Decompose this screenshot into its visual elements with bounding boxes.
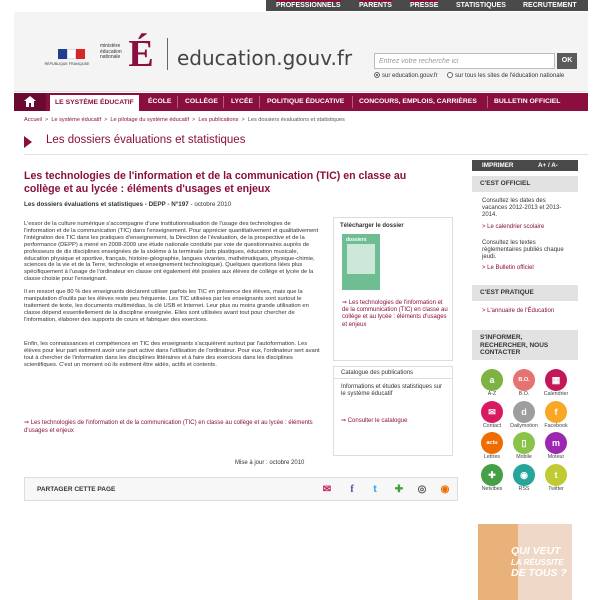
social-icon-label: Contact — [482, 423, 502, 429]
contact-icon[interactable]: ✉ — [481, 401, 503, 423]
site-name[interactable]: education.gouv.fr — [177, 46, 353, 70]
mobile-icon[interactable]: ▯ — [513, 432, 535, 454]
social-icon-label: Moteur — [547, 454, 565, 460]
section-arrow-icon — [24, 136, 32, 148]
topbar-link-professionnels[interactable] — [276, 1, 341, 10]
connect-heading: S'INFORMER, RECHERCHER, NOUS CONTACTER — [472, 330, 578, 360]
topbar-link-label: PRESSE — [410, 2, 439, 9]
topbar-link-statistiques[interactable] — [456, 1, 506, 10]
nav-item-systeme-educatif[interactable]: LE SYSTÈME ÉDUCATIF — [50, 93, 139, 111]
ministry-title: ministère éducation nationale — [100, 43, 122, 60]
cover-title: dossiers — [346, 237, 367, 243]
topbar-link-recrutement[interactable] — [523, 1, 577, 10]
official-heading: C'EST OFFICIEL — [472, 176, 578, 192]
bulletin-officiel-link[interactable] — [482, 265, 534, 271]
social-icon-label: A-Z — [487, 391, 497, 397]
nav-separator — [177, 96, 178, 108]
article-pdf-link-label: Les technologies de l'information et de la communication (TIC) en classe au collège et au lycée : éléments d'usages et enjeux — [24, 420, 313, 434]
cover-illustration — [347, 244, 375, 274]
social-icon-label: Dailymotion — [510, 423, 538, 429]
last-update: Mise à jour : octobre 2010 — [235, 460, 305, 466]
share-bar — [24, 477, 458, 501]
topbar-link-parents[interactable] — [359, 1, 392, 10]
download-heading: Télécharger le dossier — [340, 223, 404, 229]
link-arrow-icon: ⇒ — [342, 300, 349, 306]
catalog-text: Informations et études statistiques sur le système éducatif — [341, 384, 443, 397]
official-text-bo: Consultez les textes réglementaires publiés chaque jeudi. — [482, 240, 564, 260]
nav-separator — [223, 96, 224, 108]
search-ok-button[interactable]: OK — [557, 53, 577, 69]
facebook-icon[interactable]: f — [545, 401, 567, 423]
radio-label: sur education.gouv.fr — [382, 73, 438, 79]
radio-scope-all[interactable] — [447, 72, 564, 80]
font-size-button[interactable]: A+ / A- — [538, 162, 558, 169]
twitter-share-icon[interactable]: t — [373, 484, 377, 495]
calendar-link-label: Le calendrier scolaire — [487, 224, 545, 230]
section-title — [24, 133, 588, 155]
site-header — [14, 12, 588, 92]
download-box — [333, 217, 453, 361]
email-share-icon[interactable]: ✉ — [322, 484, 332, 495]
b-o--icon[interactable]: B.O. — [513, 369, 535, 391]
calendar-link[interactable] — [482, 224, 544, 230]
moteur-icon[interactable]: m — [545, 432, 567, 454]
social-icon-label: Mobile — [516, 454, 532, 460]
catalog-link[interactable] — [341, 417, 407, 424]
nav-item-politique-educative[interactable]: POLITIQUE ÉDUCATIVE — [267, 98, 345, 105]
social-icon-label: B.O. — [518, 391, 530, 397]
catalog-box — [333, 366, 453, 456]
logo-separator — [167, 38, 168, 70]
promo-line-3: DE TOUS ? — [511, 567, 567, 579]
rss-icon[interactable]: ◉ — [513, 464, 535, 486]
netvibes-icon[interactable]: ✚ — [481, 464, 503, 486]
article-date: - octobre 2010 — [188, 201, 232, 208]
article-paragraph-2: Il en ressort que 80 % des enseignants déclarent utiliser parfois les TIC en présence des élèves, mais que la manipulation d'outils par les élèves reste peu fréquente. Les TIC utilisées par les enseignants sont surtout le traitement de texte, les documents multimédias, la clé USB et Internet. Leur plus ou moins grande utilisation en classe dépend essentiellement de la discipline enseignée. Elles sont utilisées avant tout pour chercher de l'information, élaborer des supports de cours et fabriquer des exercices. — [24, 289, 309, 323]
breadcrumb-publications[interactable]: Les publications — [198, 117, 239, 123]
lettres-icon[interactable]: actu — [481, 432, 503, 454]
publication-cover[interactable] — [342, 234, 380, 290]
link-arrow-icon: ⇒ — [24, 420, 31, 426]
nav-item-ecole[interactable]: ÉCOLE — [148, 98, 172, 105]
bulletin-officiel-link-label: Le Bulletin officiel — [487, 265, 534, 271]
radio-unchecked-icon[interactable] — [447, 72, 453, 78]
social-icon-label: RSS — [518, 486, 530, 492]
article-paragraph-3: Enfin, les connaissances et compétences en TIC des enseignants s'acquièrent surtout par l'autoformation. Les élèves pour leur part estiment avoir une part active dans l'utilisation de l'ordinateur. Pour eux, l'ordinateur sert avant tout à chercher de l'information dans les disciplines littéraires et à faire des exercices dans les disciplines scientifiques. C'est un moment où ils estiment être aidés, actifs et contents. — [24, 341, 320, 368]
nav-item-college[interactable]: COLLÈGE — [185, 98, 218, 105]
download-link[interactable] — [342, 300, 450, 329]
home-button[interactable] — [14, 93, 46, 111]
a-z-icon[interactable]: a — [481, 369, 503, 391]
twitter-icon[interactable]: t — [545, 464, 567, 486]
topbar-link-label: RECRUTEMENT — [523, 2, 577, 9]
catalog-heading: Catalogue des publications — [334, 367, 452, 379]
netvibes-share-icon[interactable]: ✚ — [394, 484, 404, 495]
nav-item-lycee[interactable]: LYCÉE — [231, 98, 254, 105]
search-input[interactable]: Entrez votre recherche ici — [374, 53, 555, 69]
section-title-text: Les dossiers évaluations et statistiques — [46, 134, 246, 146]
page-tools — [472, 160, 578, 171]
breadcrumb-pilotage[interactable]: Le pilotage du système éducatif — [110, 117, 190, 123]
radio-checked-icon[interactable] — [374, 72, 380, 78]
rss-share-icon[interactable]: ◉ — [440, 484, 450, 495]
article-source: Les dossiers évaluations et statistiques - DEPP - N°197 — [24, 201, 189, 208]
catalog-link-label: Consulter le catalogue — [347, 418, 408, 424]
republique-francaise-label: RÉPUBLIQUE FRANÇAISE — [44, 62, 90, 66]
calendrier-icon[interactable]: ▦ — [545, 369, 567, 391]
nav-item-bulletin-officiel[interactable]: BULLETIN OFFICIEL — [494, 98, 561, 105]
annuaire-link[interactable] — [482, 308, 554, 314]
social-icon-label: Twitter — [548, 486, 564, 492]
topbar-link-label: PARENTS — [359, 2, 392, 9]
home-icon — [24, 96, 36, 107]
nav-separator — [352, 96, 353, 108]
article-paragraph-1: L'essor de la culture numérique s'accompagne d'une institutionnalisation de l'usage des technologies de l'information et de la communication (TIC) dans l'enseignement. Pour apprécier quantitativement et qualitativement l'intégration des TIC dans les pratiques d'enseignement, la Direction de l'évaluation, de la prospective et de la performance (DEPP) a mené en 2008-2009 une étude nationale conduite par voie de questionnaires auprès de professeurs de dix disciplines enseignées de la sixième à la terminale (arts plastiques, éducation musicale, éducation physique et sportive, français, histoire-géographie, langues vivantes, mathématiques, physique-chimie, sciences de la vie et de la Terre, technologie et enseignement technologique). Quelques questions liées plus spécifiquement à l'usage de l'ordinateur en classe ont également été posées aux élèves de collège et lycée de la classe choisie pour l'enseignant. — [24, 221, 319, 283]
link-arrow-icon: ⇒ — [341, 418, 348, 424]
radio-label: sur tous les sites de l'éducation nationale — [455, 73, 565, 79]
main-navigation — [14, 93, 588, 111]
annuaire-link-label: L'annuaire de l'Éducation — [487, 308, 555, 314]
breadcrumb-current: Les dossiers évaluations et statistiques — [247, 117, 345, 123]
print-button[interactable]: IMPRIMER — [482, 162, 514, 169]
nav-item-concours[interactable]: CONCOURS, EMPLOIS, CARRIÈRES — [359, 98, 477, 105]
topbar-link-label: PROFESSIONNELS — [276, 2, 341, 9]
nav-separator — [259, 96, 260, 108]
article-pdf-link[interactable] — [24, 420, 324, 435]
share-label: PARTAGER CETTE PAGE — [37, 486, 116, 493]
promo-line-2: LA RÉUSSITE — [511, 558, 564, 567]
breadcrumb-systeme[interactable]: Le système éducatif — [51, 117, 102, 123]
article-subtitle — [24, 201, 231, 208]
download-link-label: Les technologies de l'information et de la communication (TIC) en classe au collège et au lycée : éléments d'usages et enjeux — [342, 300, 448, 328]
social-icon-label: Netvibes — [481, 486, 503, 492]
top-utility-bar — [0, 0, 600, 12]
page-title: Les technologies de l'information et de la communication (TIC) en classe au collège et au lycée : éléments d'usages et enjeux — [24, 170, 407, 195]
radio-scope-site[interactable] — [374, 72, 438, 80]
topbar-link-presse[interactable] — [410, 1, 438, 10]
breadcrumb: Accueil > Le système éducatif > Le pilotage du système éducatif > Les publications > Les dossiers évaluations et statistiques — [24, 117, 345, 123]
breadcrumb-accueil[interactable]: Accueil — [24, 117, 43, 123]
delicious-share-icon[interactable]: ◎ — [417, 484, 427, 495]
practical-heading: C'EST PRATIQUE — [472, 285, 578, 301]
promo-banner[interactable] — [478, 524, 572, 600]
social-icon-label: Lettres — [483, 454, 501, 460]
dailymotion-icon[interactable]: d — [513, 401, 535, 423]
social-icon-label: Facebook — [544, 423, 568, 429]
topbar-link-label: STATISTIQUES — [456, 2, 506, 9]
facebook-share-icon[interactable]: f — [350, 484, 354, 495]
nav-separator — [487, 96, 488, 108]
french-flag-logo — [58, 49, 86, 59]
official-text-holidays: Consultez les dates des vacances 2012-2013 et 2013-2014. — [482, 198, 562, 218]
social-icon-label: Calendrier — [543, 391, 569, 397]
promo-line-1: QUI VEUT — [511, 545, 561, 557]
ministry-e-logo[interactable]: É — [128, 33, 154, 75]
